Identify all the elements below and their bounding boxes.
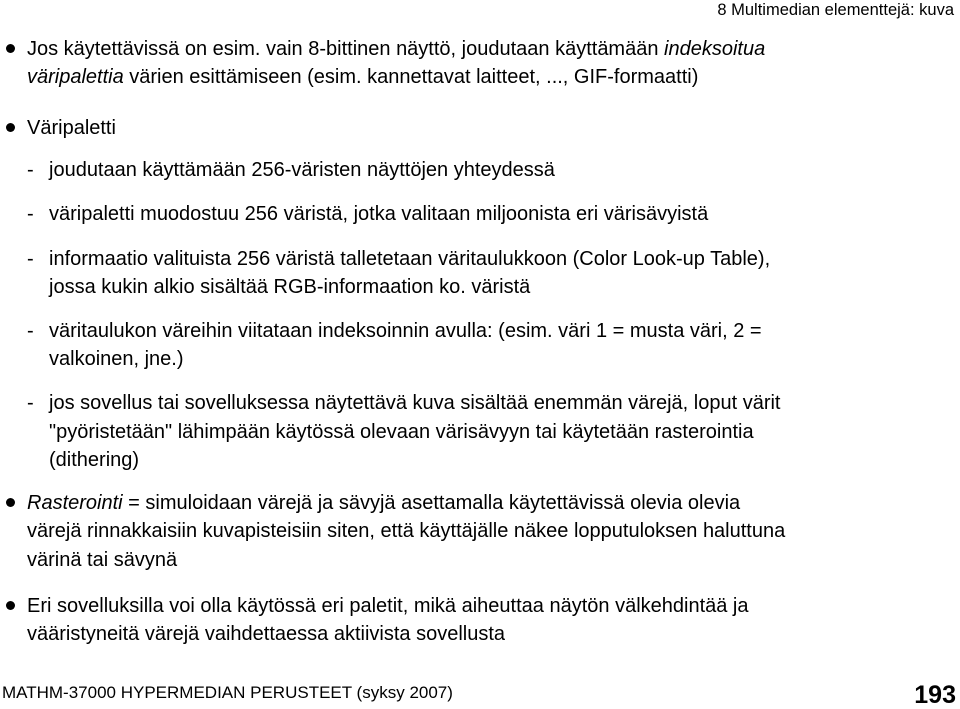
- dash-icon: -: [27, 203, 34, 225]
- dash-item-1: joudutaan käyttämään 256-väristen näyttöjen yhteydessä: [49, 159, 555, 181]
- bullet-2-label: Väripaletti: [27, 117, 116, 139]
- page-number: 193: [914, 681, 956, 709]
- emphasis: väripalettia: [27, 66, 124, 88]
- bullet-icon: [6, 498, 15, 507]
- dash-item-5-line-3: (dithering): [49, 449, 140, 471]
- bullet-3-line-3: värinä tai sävynä: [27, 549, 178, 571]
- dash-icon: -: [27, 248, 34, 270]
- emphasis: Rasterointi: [27, 492, 123, 514]
- dash-item-3-line-2: jossa kukin alkio sisältää RGB-informaation ko. väristä: [49, 276, 531, 298]
- bullet-4-line-2: vääristyneitä värejä vaihdettaessa aktiivista sovellusta: [27, 623, 506, 645]
- bullet-icon: [6, 44, 15, 53]
- bullet-icon: [6, 123, 15, 132]
- dash-icon: -: [27, 320, 34, 342]
- dash-icon: -: [27, 159, 34, 181]
- text: värien esittämiseen (esim. kannettavat laitteet, ..., GIF-formaatti): [123, 66, 699, 88]
- bullet-1-line-2: [27, 65, 698, 89]
- bullet-1-line-1: [27, 37, 765, 61]
- bullet-3-line-1: [27, 491, 740, 515]
- course-footer: MATHM-37000 HYPERMEDIAN PERUSTEET (syksy 2007): [2, 683, 453, 702]
- chapter-title: 8 Multimedian elementtejä: kuva: [717, 1, 954, 19]
- dash-item-5-line-2: "pyöristetään" lähimpään käytössä olevaan värisävyyn tai käytetään rasterointia: [49, 421, 754, 443]
- dash-item-4-line-2: valkoinen, jne.): [49, 348, 184, 370]
- text: Jos käytettävissä on esim. vain 8-bittinen näyttö, joudutaan käyttämään: [27, 38, 665, 60]
- dash-item-4-line-1: väritaulukon väreihin viitataan indeksoinnin avulla: (esim. väri 1 = musta väri, 2 =: [49, 320, 762, 342]
- bullet-icon: [6, 601, 15, 610]
- bullet-3-line-2: värejä rinnakkaisiin kuvapisteisiin siten, että käyttäjälle näkee lopputuloksen haluttuna: [27, 520, 786, 542]
- emphasis: indeksoitua: [664, 38, 766, 60]
- dash-item-3-line-1: informaatio valituista 256 väristä talletetaan väritaulukkoon (Color Look-up Table),: [49, 248, 771, 270]
- dash-item-5-line-1: jos sovellus tai sovelluksessa näytettävä kuva sisältää enemmän värejä, loput värit: [49, 392, 781, 414]
- bullet-4-line-1: Eri sovelluksilla voi olla käytössä eri paletit, mikä aiheuttaa näytön välkehdintää ja: [27, 595, 749, 617]
- text: = simuloidaan värejä ja sävyjä asettamalla käytettävissä olevia olevia: [122, 492, 741, 514]
- dash-item-2: väripaletti muodostuu 256 väristä, jotka valitaan miljoonista eri värisävyistä: [49, 203, 709, 225]
- dash-icon: -: [27, 392, 34, 414]
